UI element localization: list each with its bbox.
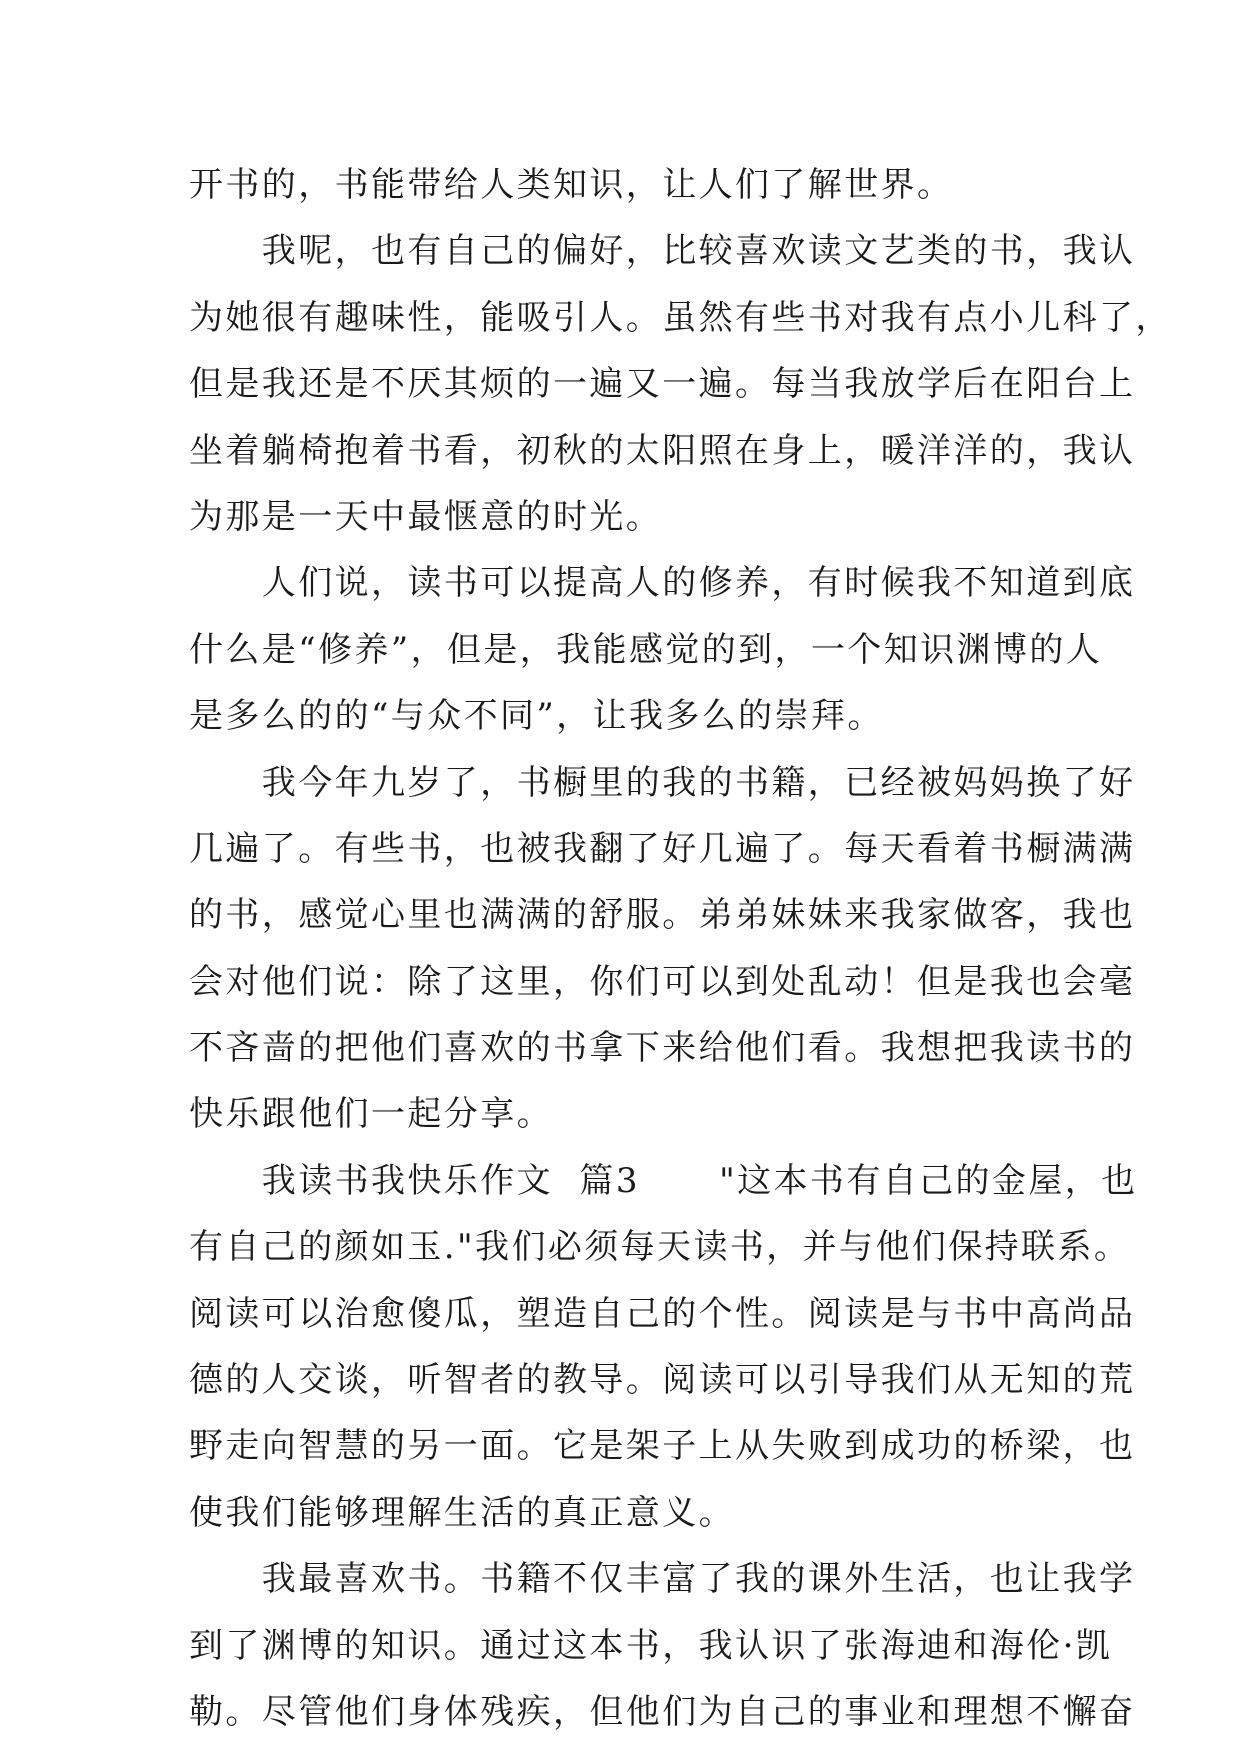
text-line: 我呢，也有自己的偏好，比较喜欢读文艺类的书，我认	[189, 231, 1136, 272]
text-line: 到了渊博的知识。通过这本书，我认识了张海迪和海伦·凯	[189, 1625, 1113, 1666]
text-line: 阅读可以治愈傻瓜，塑造自己的个性。阅读是与书中高尚品	[189, 1293, 1136, 1334]
text-line: 使我们能够理解生活的真正意义。	[189, 1492, 735, 1533]
text-line: 野走向智慧的另一面。它是架子上从失败到成功的桥梁，也	[189, 1426, 1136, 1467]
text-line: 我今年九岁了，书橱里的我的书籍，已经被妈妈换了好	[189, 762, 1136, 803]
text-line: 不吝啬的把他们喜欢的书拿下来给他们看。我想把我读书的	[189, 1028, 1136, 1069]
text-line: 开书的，书能带给人类知识，让人们了解世界。	[189, 165, 954, 205]
text-line: 几遍了。有些书，也被我翻了好几遍了。每天看着书橱满满	[189, 828, 1136, 869]
text-line: 为她很有趣味性，能吸引人。虽然有些书对我有点小儿科了，	[189, 297, 1172, 338]
text-line: 勒。尽管他们身体残疾，但他们为自己的事业和理想不懈奋	[189, 1691, 1136, 1732]
text-line: 快乐跟他们一起分享。	[189, 1094, 553, 1135]
essay-text	[189, 152, 1172, 1745]
text-line: 人们说，读书可以提高人的修养，有时候我不知道到底	[189, 563, 1136, 604]
text-line: 有自己的颜如玉."我们必须每天读书，并与他们保持联系。	[189, 1227, 1131, 1268]
text-line: 什么是“修养”，但是，我能感觉的到，一个知识渊博的人	[189, 629, 1103, 670]
text-line: 坐着躺椅抱着书看，初秋的太阳照在身上，暖洋洋的，我认	[189, 430, 1136, 471]
text-line: 我最喜欢书。书籍不仅丰富了我的课外生活，也让我学	[189, 1559, 1136, 1600]
text-line: 会对他们说：除了这里，你们可以到处乱动！但是我也会毫	[189, 961, 1136, 1002]
text-line: 但是我还是不厌其烦的一遍又一遍。每当我放学后在阳台上	[189, 364, 1136, 405]
text-line: 是多么的的“与众不同”，让我多么的崇拜。	[189, 696, 884, 737]
text-line: 为那是一天中最惬意的时光。	[189, 496, 663, 537]
section-heading-line: 我读书我快乐作文 篇3 "这本书有自己的金屋，也	[189, 1160, 1138, 1201]
text-line: 德的人交谈，听智者的教导。阅读可以引导我们从无知的荒	[189, 1360, 1136, 1401]
text-line: 的书，感觉心里也满满的舒服。弟弟妹妹来我家做客，我也	[189, 895, 1136, 936]
